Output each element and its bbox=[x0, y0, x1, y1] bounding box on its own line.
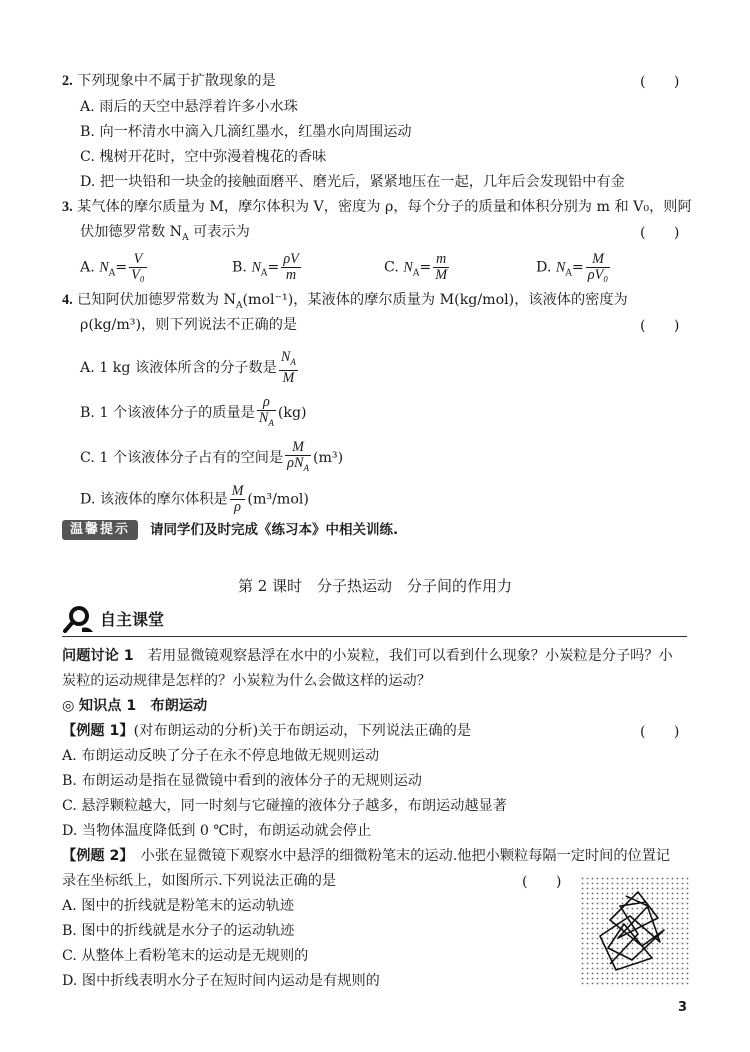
q3-option-c: C. $N_A=$ $\frac{m}{M}$ bbox=[384, 251, 448, 283]
tip-text: 请同学们及时完成《练习本》中相关训练. bbox=[150, 522, 399, 538]
tip-badge: 温馨提示 bbox=[62, 520, 138, 540]
ex1-stem: 【例题 1】(对布朗运动的分析)关于布朗运动，下列说法正确的是 bbox=[62, 723, 471, 739]
q4-answer-paren: ( ) bbox=[640, 318, 680, 334]
q4-stem-line1: 4. 已知阿伏加德罗常数为 $N_A(mol^{-1})$，某液体的摩尔质量为 M(kg/mol)，该液体的密度为 bbox=[62, 292, 628, 311]
q2-option-b: B. 向一杯清水中滴入几滴红墨水，红墨水向周围运动 bbox=[80, 124, 412, 140]
q4-option-a: A. 1 kg 该液体所含的分子数是 $\frac{N_A}{M}$ bbox=[80, 349, 296, 386]
q4-option-d: D. 该液体的摩尔体积是 $\frac{M}{\rho}$ (m³/mol) bbox=[80, 483, 309, 515]
q4-option-b: B. 1 个该液体分子的质量是 $\frac{\rho}{N_A}$ (kg) bbox=[80, 394, 307, 428]
q4-stem-line2: ρ(kg/m³)，则下列说法不正确的是 bbox=[80, 317, 298, 333]
ex1-answer-paren: ( ) bbox=[640, 724, 680, 740]
q3-option-d: D. $N_A=$ $\frac{M}{\text{ρV₀}}$ bbox=[536, 251, 609, 283]
knowledge-point: ◎ 知识点 1 布朗运动 bbox=[62, 698, 208, 714]
q4-option-c: C. 1 个该液体分子占有的空间是 $\frac{M}{\rho N_A}$ (m³) bbox=[80, 439, 344, 473]
section-divider bbox=[62, 636, 687, 637]
ex1-option-b: B. 布朗运动是指在显微镜中看到的液体分子的无规则运动 bbox=[62, 773, 422, 789]
q3-stem-line2: 伏加德罗常数 $N_A$ 可表示为 bbox=[80, 224, 250, 243]
section-title: 自主课堂 bbox=[100, 610, 165, 629]
ex1-option-c: C. 悬浮颗粒越大，同一时刻与它碰撞的液体分子越多，布朗运动越显著 bbox=[62, 798, 507, 814]
ex2-option-d: D. 图中折线表明水分子在短时间内运动是有规则的 bbox=[62, 973, 380, 989]
ex1-option-a: A. 布朗运动反映了分子在永不停息地做无规则运动 bbox=[62, 748, 380, 764]
q2-stem: 2. 下列现象中不属于扩散现象的是 bbox=[62, 73, 276, 89]
ex2-stem-line1: 【例题 2】 小张在显微镜下观察水中悬浮的细微粉笔末的运动.他把小颗粒每隔一定时间的位置记 bbox=[62, 848, 671, 864]
q2-option-a: A. 雨后的天空中悬浮着许多小水珠 bbox=[80, 99, 298, 115]
q3-answer-paren: ( ) bbox=[640, 225, 680, 241]
ex2-answer-paren: ( ) bbox=[522, 874, 562, 890]
ex2-option-c: C. 从整体上看粉笔末的运动是无规则的 bbox=[62, 948, 309, 964]
ex2-option-b: B. 图中的折线就是水分子的运动轨迹 bbox=[62, 923, 295, 939]
ex1-option-d: D. 当物体温度降低到 0 ℃时，布朗运动就会停止 bbox=[62, 823, 372, 839]
q3-stem-line1: 3. 某气体的摩尔质量为 M，摩尔体积为 V，密度为 ρ，每个分子的质量和体积分别为 m 和 V₀，则阿 bbox=[62, 199, 692, 215]
page-number: 3 bbox=[678, 1000, 688, 1015]
magnifier-icon bbox=[62, 604, 96, 634]
lesson-title: 第 2 课时 分子热运动 分子间的作用力 bbox=[237, 577, 513, 595]
ex2-stem-line2: 录在坐标纸上，如图所示.下列说法正确的是 bbox=[62, 873, 337, 889]
brownian-motion-figure bbox=[580, 876, 690, 986]
discussion-line2: 炭粒的运动规律是怎样的？小炭粒为什么会做这样的运动？ bbox=[62, 673, 431, 689]
q2-option-c: C. 槐树开花时，空中弥漫着槐花的香味 bbox=[80, 149, 327, 165]
q2-option-d: D. 把一块铅和一块金的接触面磨平、磨光后，紧紧地压在一起，几年后会发现铅中有金 bbox=[80, 174, 625, 190]
discussion-line1: 问题讨论 1 若用显微镜观察悬浮在水中的小炭粒，我们可以看到什么现象？小炭粒是分子吗？小 bbox=[62, 648, 673, 664]
q3-option-b: B. $N_A=$ $\frac{\rho V}{m}$ bbox=[232, 251, 299, 283]
q2-answer-paren: ( ) bbox=[640, 74, 680, 90]
q3-option-a: A. $N_A=$ $\frac{V}{\text{V₀}}$ bbox=[80, 251, 145, 283]
ex2-option-a: A. 图中的折线就是粉笔末的运动轨迹 bbox=[62, 898, 295, 914]
